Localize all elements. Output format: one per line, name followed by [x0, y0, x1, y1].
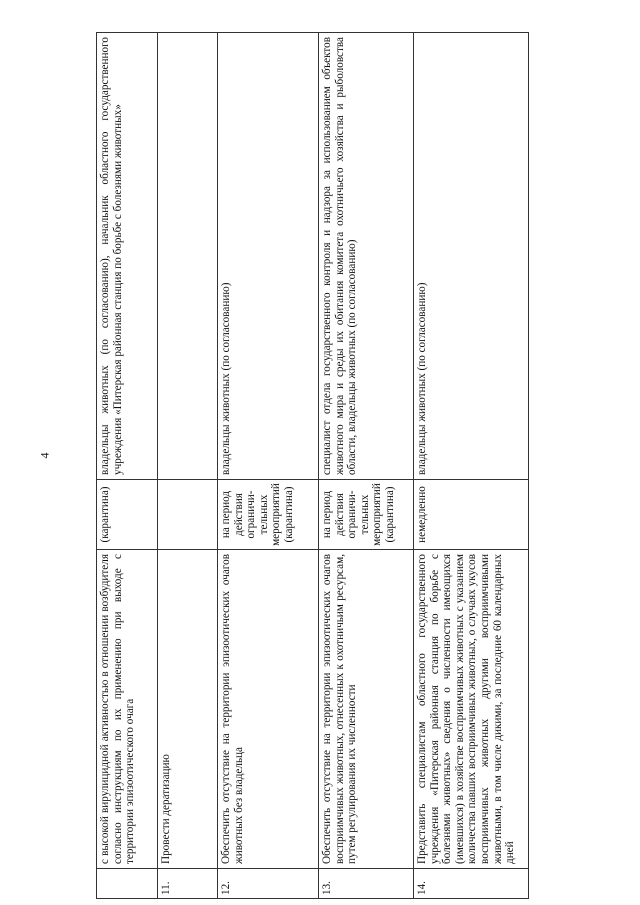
- measure-cell: с высокой вирулицидной активностью в отношении возбудителя согласно инструкциям по их применению при выходе с территории эпизоотического очага: [97, 550, 158, 869]
- responsible-cell: владельцы животных (по согласованию): [218, 33, 319, 480]
- table-row: [97, 33, 158, 899]
- measure-cell: Обеспечить отсутствие на территории эпизоотических очагов восприимчивых животных, отнесенных к охотничьим ресурсам, путем регулирования их численности: [319, 550, 414, 869]
- measure-cell: Провести дератизацию: [158, 550, 218, 869]
- measures-table: [96, 32, 529, 899]
- responsible-cell: владельцы животных (по согласованию), начальник областного государственного учреждения «Питерская районная станция по борьбе с болезнями животных»: [97, 33, 158, 480]
- deadline-cell: на период действия ограничи-тельных мероприятий (карантина): [319, 480, 414, 550]
- row-number: 13.: [319, 869, 414, 899]
- measure-cell: Представить специалистам областного государственного учреждения «Питерская районная станция по борьбе с болезнями животных» сведения о численности имеющихся (имевшихся) в хозяйстве восприимчивых животных с указанием количества павших восприимчивых животных, о случаях укусов восприимчивых животных другими восприимчивыми животными, в том числе дикими, за последние 60 календарных дней: [414, 550, 529, 869]
- responsible-cell: специалист отдела государственного контроля и надзора за использованием объектов животного мира и среды их обитания комитета охотничьего хозяйства и рыболовства области, владельцы животных (по согласованию): [319, 33, 414, 480]
- row-number: 12.: [218, 869, 319, 899]
- row-number: 14.: [414, 869, 529, 899]
- table-row: [218, 33, 319, 899]
- deadline-cell: немедленно: [414, 480, 529, 550]
- measure-cell: Обеспечить отсутствие на территории эпизоотических очагов животных без владельца: [218, 550, 319, 869]
- responsible-cell: владельцы животных (по согласованию): [414, 33, 529, 480]
- table-row: [319, 33, 414, 899]
- row-number: 11.: [158, 869, 218, 899]
- deadline-cell: (карантина): [97, 480, 158, 550]
- rotated-table-container: [96, 33, 543, 899]
- row-number: [97, 869, 158, 899]
- table-row: [158, 33, 218, 899]
- responsible-cell: [158, 33, 218, 480]
- page-number: 4: [37, 452, 52, 459]
- deadline-cell: на период действия ограничи-тельных мероприятий (карантина): [218, 480, 319, 550]
- table-row: [414, 33, 529, 899]
- deadline-cell: [158, 480, 218, 550]
